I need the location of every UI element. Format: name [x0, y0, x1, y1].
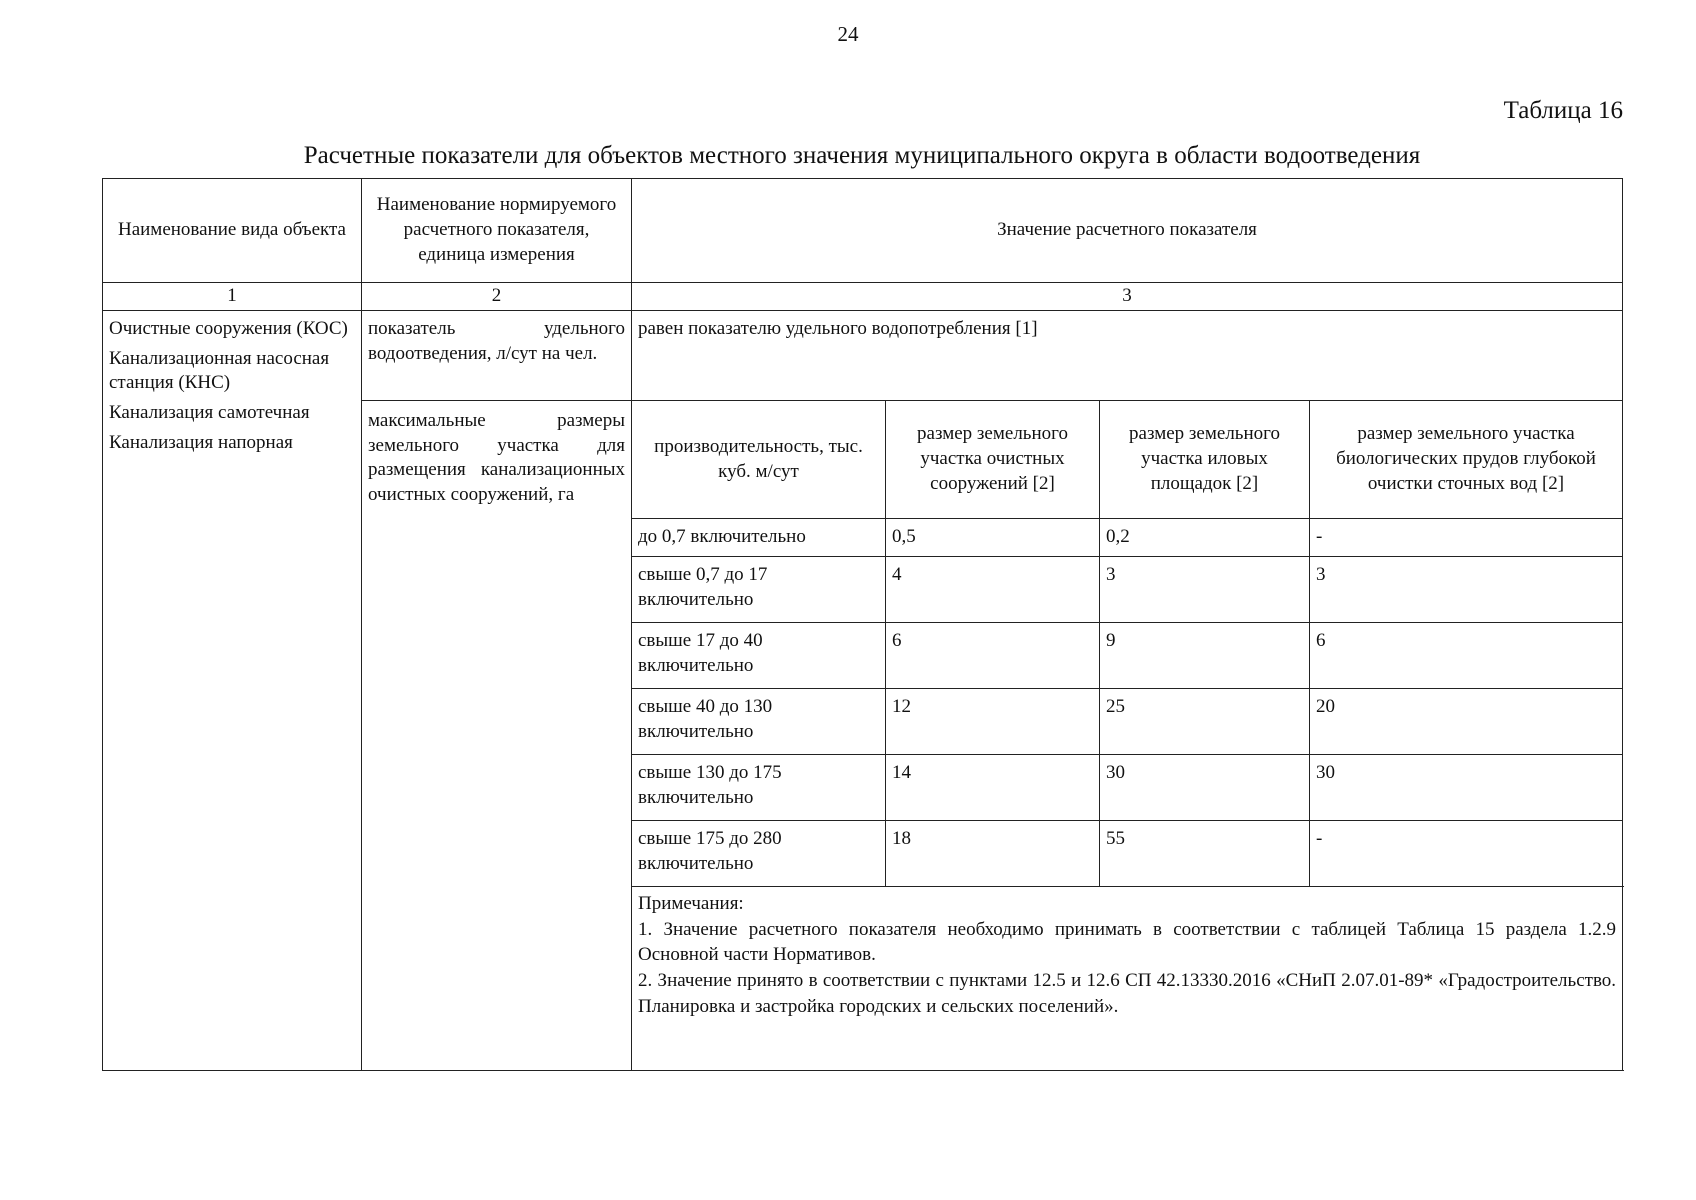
standards-table — [102, 178, 1623, 1071]
subheader-treatment-plot: размер земельного участка очистных сооружений [2] — [886, 401, 1100, 519]
header-object-type: Наименование вида объекта — [103, 179, 362, 283]
table-label: Таблица 16 — [1503, 97, 1623, 124]
value-cell: 6 — [886, 623, 1100, 689]
capacity-cell: свыше 175 до 280 включительно — [632, 821, 886, 887]
value-cell: 18 — [886, 821, 1100, 887]
column-number-2: 2 — [362, 283, 632, 311]
capacity-cell: до 0,7 включительно — [632, 519, 886, 557]
object-type-pressure-sewer: Канализация напорная — [109, 431, 293, 453]
object-type-gravity-sewer: Канализация самотечная — [109, 402, 310, 424]
value-cell: 14 — [886, 755, 1100, 821]
value-cell: 9 — [1100, 623, 1310, 689]
value-cell: 3 — [1100, 557, 1310, 623]
indicator-1-name: показатель удельного водоотведения, л/сут на чел. — [362, 311, 632, 401]
object-types-cell — [103, 311, 362, 1071]
value-cell: 12 — [886, 689, 1100, 755]
capacity-cell: свыше 17 до 40 включительно — [632, 623, 886, 689]
column-number-3: 3 — [632, 283, 1623, 311]
column-number-1: 1 — [103, 283, 362, 311]
value-cell: 55 — [1100, 821, 1310, 887]
value-cell: - — [1310, 519, 1623, 557]
value-cell: 30 — [1310, 755, 1623, 821]
value-cell: 4 — [886, 557, 1100, 623]
notes-heading: Примечания: — [638, 893, 744, 914]
value-cell: 6 — [1310, 623, 1623, 689]
value-cell: 3 — [1310, 557, 1623, 623]
subheader-sludge-plot: размер земельного участка иловых площадок [2] — [1100, 401, 1310, 519]
value-cell: 0,2 — [1100, 519, 1310, 557]
value-cell: - — [1310, 821, 1623, 887]
capacity-cell: свыше 0,7 до 17 включительно — [632, 557, 886, 623]
indicator-2-name: максимальные размеры земельного участка для размещения канализационных очистных сооружений, га — [362, 401, 632, 1071]
notes-cell — [632, 887, 1623, 1071]
note-item: 2. Значение принято в соответствии с пунктами 12.5 и 12.6 СП 42.13330.2016 «СНиП 2.07.01-89* «Градостроительство. Планировка и застройка городских и сельских поселений». — [638, 969, 1617, 1017]
subheader-bio-ponds-plot: размер земельного участка биологических прудов глубокой очистки сточных вод [2] — [1310, 401, 1623, 519]
column-number-row — [103, 283, 1623, 311]
note-item: 1. Значение расчетного показателя необходимо принимать в соответствии с таблицей Таблица 15 раздела 1.2.9 Основной части Нормативов. — [638, 918, 1617, 966]
object-type-kns: Канализационная насосная станция (КНС) — [109, 347, 330, 394]
value-cell: 30 — [1100, 755, 1310, 821]
value-cell: 0,5 — [886, 519, 1100, 557]
page-number: 24 — [837, 22, 859, 46]
indicator-row-1 — [103, 311, 1623, 401]
subheader-capacity: производительность, тыс. куб. м/сут — [632, 401, 886, 519]
header-row — [103, 179, 1623, 283]
value-cell: 25 — [1100, 689, 1310, 755]
header-indicator-name: Наименование нормируемого расчетного показателя, единица измерения — [362, 179, 632, 283]
object-type-kos: Очистные сооружения (КОС) — [109, 318, 348, 339]
capacity-cell: свыше 130 до 175 включительно — [632, 755, 886, 821]
value-cell: 20 — [1310, 689, 1623, 755]
header-indicator-value: Значение расчетного показателя — [632, 179, 1623, 283]
indicator-1-value: равен показателю удельного водопотребления [1] — [632, 311, 1623, 401]
capacity-cell: свыше 40 до 130 включительно — [632, 689, 886, 755]
table-title: Расчетные показатели для объектов местного значения муниципального округа в области водоотведения — [303, 142, 1421, 169]
